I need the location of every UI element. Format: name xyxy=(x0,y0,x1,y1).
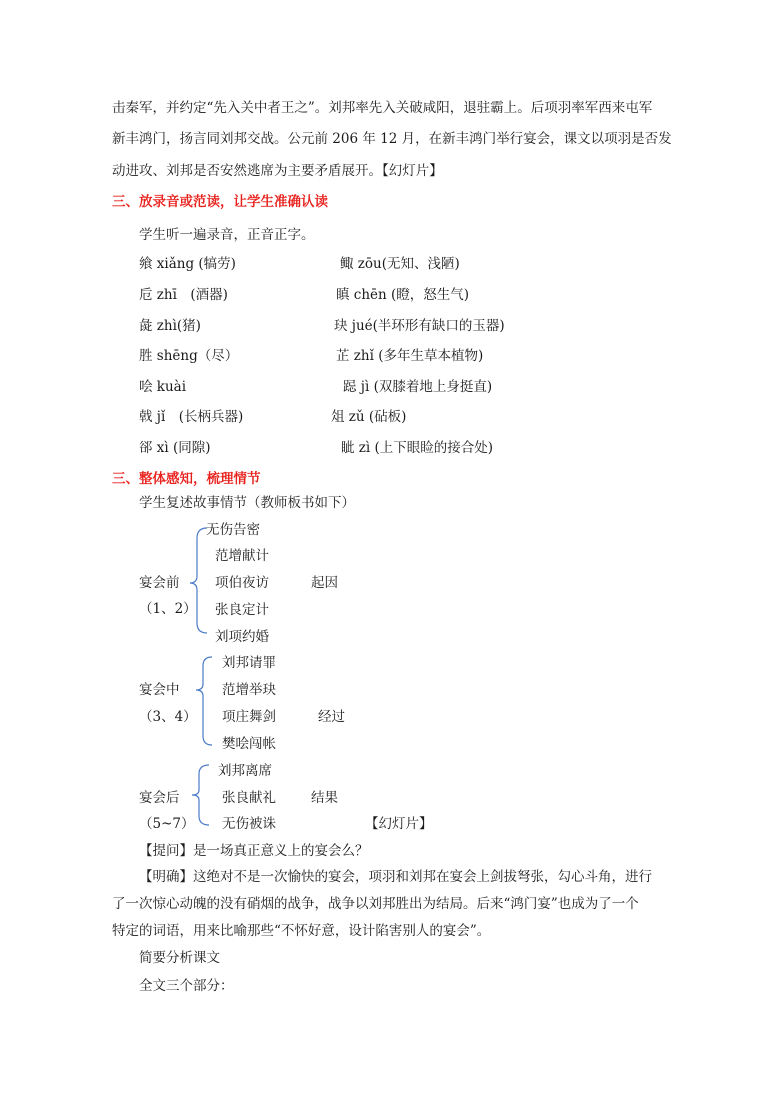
analysis-subtitle: 全文三个部分： xyxy=(139,978,234,994)
vocab-left: 哙 kuài xyxy=(139,379,187,395)
event-item: 项庄舞剑 xyxy=(222,709,276,725)
intro-line-3: 动进攻、刘邦是否安然逃席为主要矛盾展开。【幻灯片】 xyxy=(112,163,443,179)
vocab-left: 彘 zhì(猪) xyxy=(139,318,201,334)
vocab-left: 胜 shēng（尽） xyxy=(139,348,239,364)
brace-stage-during xyxy=(190,652,220,752)
stage-label: 结果 xyxy=(311,790,338,806)
answer-line-2: 了一次惊心动魄的没有硝烟的战争，战争以刘邦胜出为结局。后来“鸿门宴”也成为了一个 xyxy=(112,896,639,912)
vocab-right: 瞋 chēn (瞪，怒生气) xyxy=(336,287,470,303)
event-item: 范增献计 xyxy=(215,548,269,564)
event-item: 刘邦离席 xyxy=(218,763,272,779)
section-heading-plot: 三、整体感知，梳理情节 xyxy=(112,471,261,487)
vocab-right: 鲰 zōu(无知、浅陋) xyxy=(340,256,460,272)
event-item: 刘项约婚 xyxy=(215,629,269,645)
stage-range: （5~7） xyxy=(139,816,195,832)
question-line: 【提问】是一场真正意义上的宴会么？ xyxy=(139,843,369,859)
stage-name: 宴会前 xyxy=(139,575,180,591)
stage-name: 宴会后 xyxy=(139,790,180,806)
event-item: 范增举玦 xyxy=(222,682,276,698)
answer-line-3: 特定的词语，用来比喻那些“不怀好意，设计陷害别人的宴会”。 xyxy=(112,923,491,939)
stage-label: 经过 xyxy=(318,709,345,725)
reading-instruction: 学生听一遍录音，正音正字。 xyxy=(139,227,315,243)
stage-range: （3、4） xyxy=(139,709,197,725)
intro-line-2: 新丰鸿门，扬言同刘邦交战。公元前 206 年 12 月，在新丰鸿门举行宴会，课文以项羽是否发 xyxy=(112,131,672,147)
vocab-right: 玦 jué(半环形有缺口的玉器) xyxy=(334,318,505,334)
stage-label: 起因 xyxy=(311,575,338,591)
event-item: 无伤告密 xyxy=(206,522,260,538)
event-item: 樊哙闯帐 xyxy=(222,736,276,752)
vocab-left: 卮 zhī (酒器) xyxy=(139,287,228,303)
event-item: 张良献礼 xyxy=(222,790,276,806)
intro-line-1: 击秦军，并约定“先入关中者王之”。刘邦率先入关破咸阳，退驻霸上。后项羽率军西来屯军 xyxy=(112,100,653,116)
section-heading-reading: 三、放录音或范读，让学生准确认读 xyxy=(112,194,328,210)
vocab-right: 跽 jì (双膝着地上身挺直) xyxy=(343,379,493,395)
event-item: 无伤被诛 xyxy=(222,816,276,832)
vocab-left: 飨 xiǎng (犒劳) xyxy=(139,256,236,272)
vocab-right: 眦 zì (上下眼睑的接合处) xyxy=(341,440,494,456)
vocab-left: 戟 jǐ (长柄兵器) xyxy=(139,409,244,425)
stage-name: 宴会中 xyxy=(139,682,180,698)
event-item: 张良定计 xyxy=(215,602,269,618)
plot-instruction: 学生复述故事情节（教师板书如下） xyxy=(139,495,355,511)
event-item: 刘邦请罪 xyxy=(222,655,276,671)
vocab-left: 郤 xì (同隙) xyxy=(139,440,211,456)
answer-line-1: 【明确】这绝对不是一次愉快的宴会，项羽和刘邦在宴会上剑拔弩张，勾心斗角，进行 xyxy=(139,869,652,885)
analysis-title: 简要分析课文 xyxy=(139,950,220,966)
slide-tag: 【幻灯片】 xyxy=(365,816,433,832)
event-item: 项伯夜访 xyxy=(215,575,269,591)
stage-range: （1、2） xyxy=(139,601,197,617)
vocab-right: 芷 zhǐ (多年生草本植物) xyxy=(336,348,484,364)
vocab-right: 俎 zǔ (砧板) xyxy=(331,409,407,425)
